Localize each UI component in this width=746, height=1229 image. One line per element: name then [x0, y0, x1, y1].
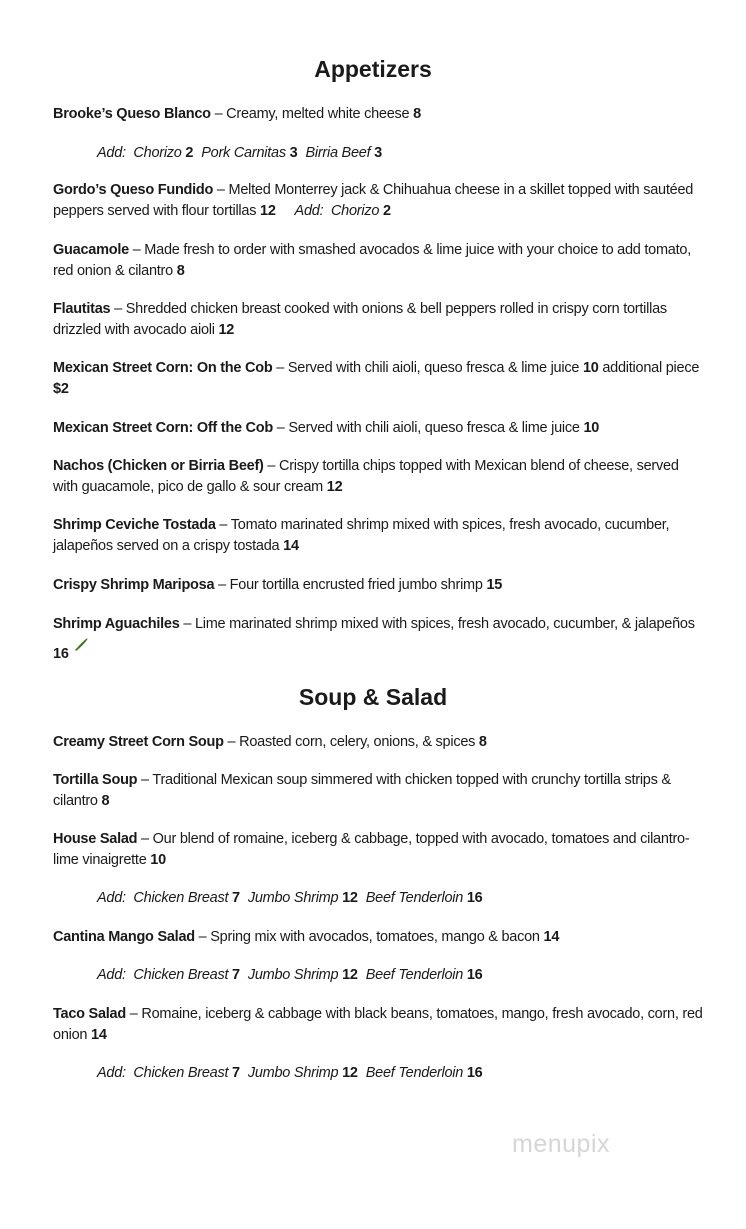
- item-price: 8: [101, 793, 110, 809]
- add-option-name: Birria Beef: [305, 145, 371, 161]
- add-option-price: 16: [466, 890, 483, 906]
- item-name: House Salad: [53, 831, 138, 847]
- item-price: 16: [53, 646, 69, 662]
- item-description: Made fresh to order with smashed avocados & lime juice with your choice to add tomato, red onion & cilantro: [53, 242, 691, 279]
- item-description: Tomato marinated shrimp mixed with spices, fresh avocado, cucumber, jalapeños served on a crispy tostada: [53, 517, 670, 554]
- item-description: Four tortilla encrusted fried jumbo shrimp: [229, 577, 483, 593]
- add-option-name: Beef Tenderloin: [365, 890, 464, 906]
- menu-item: Brooke’s Queso Blanco – Creamy, melted white cheese 8: [53, 106, 421, 122]
- extra-price: $2: [53, 381, 69, 397]
- add-ons-row: [97, 1063, 746, 1084]
- add-option-name: Beef Tenderloin: [365, 1065, 464, 1081]
- add-option-name: Jumbo Shrimp: [247, 967, 339, 983]
- item-name: Tortilla Soup: [53, 772, 138, 788]
- add-option-price: 7: [232, 890, 240, 906]
- add-ons-row: [97, 143, 746, 164]
- item-description: Roasted corn, celery, onions, & spices: [239, 734, 476, 750]
- item-name: Mexican Street Corn: Off the Cob: [53, 420, 273, 436]
- add-option-name: Jumbo Shrimp: [247, 1065, 339, 1081]
- add-option-price: 12: [342, 890, 358, 906]
- add-option-price: 7: [232, 967, 240, 983]
- add-option-price: 12: [342, 967, 358, 983]
- menu-item: Creamy Street Corn Soup – Roasted corn, celery, onions, & spices 8: [53, 734, 487, 750]
- add-option-price: 3: [289, 145, 298, 161]
- item-name: Shrimp Ceviche Tostada: [53, 517, 216, 533]
- item-name: Cantina Mango Salad: [53, 929, 195, 945]
- jalapeno-pepper-icon: [73, 633, 89, 663]
- menu-item: Cantina Mango Salad – Spring mix with avocados, tomatoes, mango & bacon 14: [53, 929, 560, 945]
- add-option-name: Chicken Breast: [133, 890, 229, 906]
- menupix-watermark: menupix: [512, 1130, 610, 1158]
- menu-item: Shrimp Aguachiles – Lime marinated shrimp mixed with spices, fresh avocado, cucumber, & jalapeños 16: [53, 616, 695, 662]
- add-option-price: 7: [232, 1065, 240, 1081]
- menu-item: House Salad – Our blend of romaine, iceberg & cabbage, topped with avocado, tomatoes and cilantro-lime vinaigrette 10: [53, 831, 690, 868]
- item-description: Lime marinated shrimp mixed with spices, fresh avocado, cucumber, & jalapeños: [194, 616, 695, 632]
- item-name: Creamy Street Corn Soup: [53, 734, 224, 750]
- item-price: 8: [478, 734, 487, 750]
- menu-item: Tortilla Soup – Traditional Mexican soup simmered with chicken topped with crunchy tortilla strips & cilantro 8: [53, 772, 671, 809]
- item-name: Shrimp Aguachiles: [53, 616, 180, 632]
- add-label: Add:: [97, 890, 126, 906]
- item-price: 14: [91, 1027, 107, 1043]
- item-price: 8: [413, 106, 421, 122]
- item-description: Melted Monterrey jack & Chihuahua cheese in a skillet topped with sautéed peppers served with flour tortillas: [53, 182, 694, 219]
- item-description: Served with chili aioli, queso fresca & lime juice: [288, 420, 580, 436]
- extra-note: additional piece: [602, 360, 700, 376]
- add-option-name: Chicken Breast: [133, 967, 229, 983]
- item-price: 10: [150, 852, 166, 868]
- add-option-price: 16: [466, 1065, 483, 1081]
- item-name: Brooke’s Queso Blanco: [53, 106, 211, 122]
- item-price: 12: [326, 479, 343, 495]
- item-price: 10: [583, 420, 600, 436]
- section-heading: Appetizers: [314, 56, 432, 82]
- add-option-price: 16: [466, 967, 483, 983]
- item-price: 14: [283, 538, 299, 554]
- item-description: Romaine, iceberg & cabbage with black beans, tomatoes, mango, fresh avocado, corn, red onion: [53, 1006, 703, 1043]
- section-heading: Soup & Salad: [298, 684, 448, 710]
- item-description: Crispy tortilla chips topped with Mexican blend of cheese, served with guacamole, pico de gallo & sour cream: [53, 458, 679, 495]
- add-option-name: Chorizo: [330, 203, 380, 219]
- item-price: 10: [582, 360, 599, 376]
- add-option-price: 12: [342, 1065, 358, 1081]
- add-option-name: Pork Carnitas: [201, 145, 286, 161]
- add-ons-row: [97, 965, 746, 986]
- item-name: Guacamole: [53, 242, 129, 258]
- add-label: Add:: [294, 203, 324, 219]
- add-option-name: Jumbo Shrimp: [247, 890, 339, 906]
- item-price: 12: [218, 322, 235, 338]
- add-label: Add:: [97, 967, 126, 983]
- item-name: Gordo’s Queso Fundido: [53, 182, 214, 198]
- add-option-price: 2: [382, 203, 391, 219]
- menu-item: Nachos (Chicken or Birria Beef) – Crispy tortilla chips topped with Mexican blend of cheese, served with guacamole, pico de gallo & sour cream 12: [53, 458, 679, 495]
- item-name: Flautitas: [53, 301, 111, 317]
- menu-item: Guacamole – Made fresh to order with smashed avocados & lime juice with your choice to add tomato, red onion & cilantro 8: [53, 242, 691, 279]
- item-description: Our blend of romaine, iceberg & cabbage, topped with avocado, tomatoes and cilantro-lime vinaigrette: [53, 831, 690, 868]
- add-label: Add:: [97, 145, 126, 161]
- item-description: Traditional Mexican soup simmered with chicken topped with crunchy tortilla strips & cilantro: [53, 772, 671, 809]
- add-ons-row: [97, 888, 746, 909]
- item-price: 12: [260, 203, 276, 219]
- add-option-name: Chorizo: [133, 145, 182, 161]
- item-name: Mexican Street Corn: On the Cob: [53, 360, 273, 376]
- menu-item: Mexican Street Corn: On the Cob – Served with chili aioli, queso fresca & lime juice 10 additional piece $2: [53, 360, 700, 397]
- menu-item: Gordo’s Queso Fundido – Melted Monterrey jack & Chihuahua cheese in a skillet topped with sautéed peppers served with flour tortillas 12 Add: Chorizo 2: [53, 182, 694, 219]
- item-description: Creamy, melted white cheese: [226, 106, 410, 122]
- item-description: Shredded chicken breast cooked with onions & bell peppers rolled in crispy corn tortillas drizzled with avocado aioli: [53, 301, 667, 338]
- item-description: Served with chili aioli, queso fresca & lime juice: [287, 360, 580, 376]
- menu-item: Flautitas – Shredded chicken breast cooked with onions & bell peppers rolled in crispy corn tortillas drizzled with avocado aioli 12: [53, 301, 667, 338]
- item-price: 8: [176, 263, 185, 279]
- menu-item: Taco Salad – Romaine, iceberg & cabbage with black beans, tomatoes, mango, fresh avocado, corn, red onion 14: [53, 1006, 703, 1043]
- menu-item: Mexican Street Corn: Off the Cob – Served with chili aioli, queso fresca & lime juice 10: [53, 420, 600, 436]
- menu-item: Shrimp Ceviche Tostada – Tomato marinated shrimp mixed with spices, fresh avocado, cucumber, jalapeños served on a crispy tostada 14: [53, 517, 670, 554]
- add-label: Add:: [97, 1065, 126, 1081]
- item-description: Spring mix with avocados, tomatoes, mango & bacon: [210, 929, 540, 945]
- add-option-name: Beef Tenderloin: [365, 967, 464, 983]
- add-option-price: 3: [374, 145, 382, 161]
- add-option-price: 2: [185, 145, 194, 161]
- add-option-name: Chicken Breast: [133, 1065, 229, 1081]
- item-price: 14: [543, 929, 560, 945]
- menu-item: Crispy Shrimp Mariposa – Four tortilla encrusted fried jumbo shrimp 15: [53, 577, 503, 593]
- item-name: Taco Salad: [53, 1006, 126, 1022]
- item-name: Crispy Shrimp Mariposa: [53, 577, 215, 593]
- item-name: Nachos (Chicken or Birria Beef): [53, 458, 264, 474]
- item-price: 15: [486, 577, 503, 593]
